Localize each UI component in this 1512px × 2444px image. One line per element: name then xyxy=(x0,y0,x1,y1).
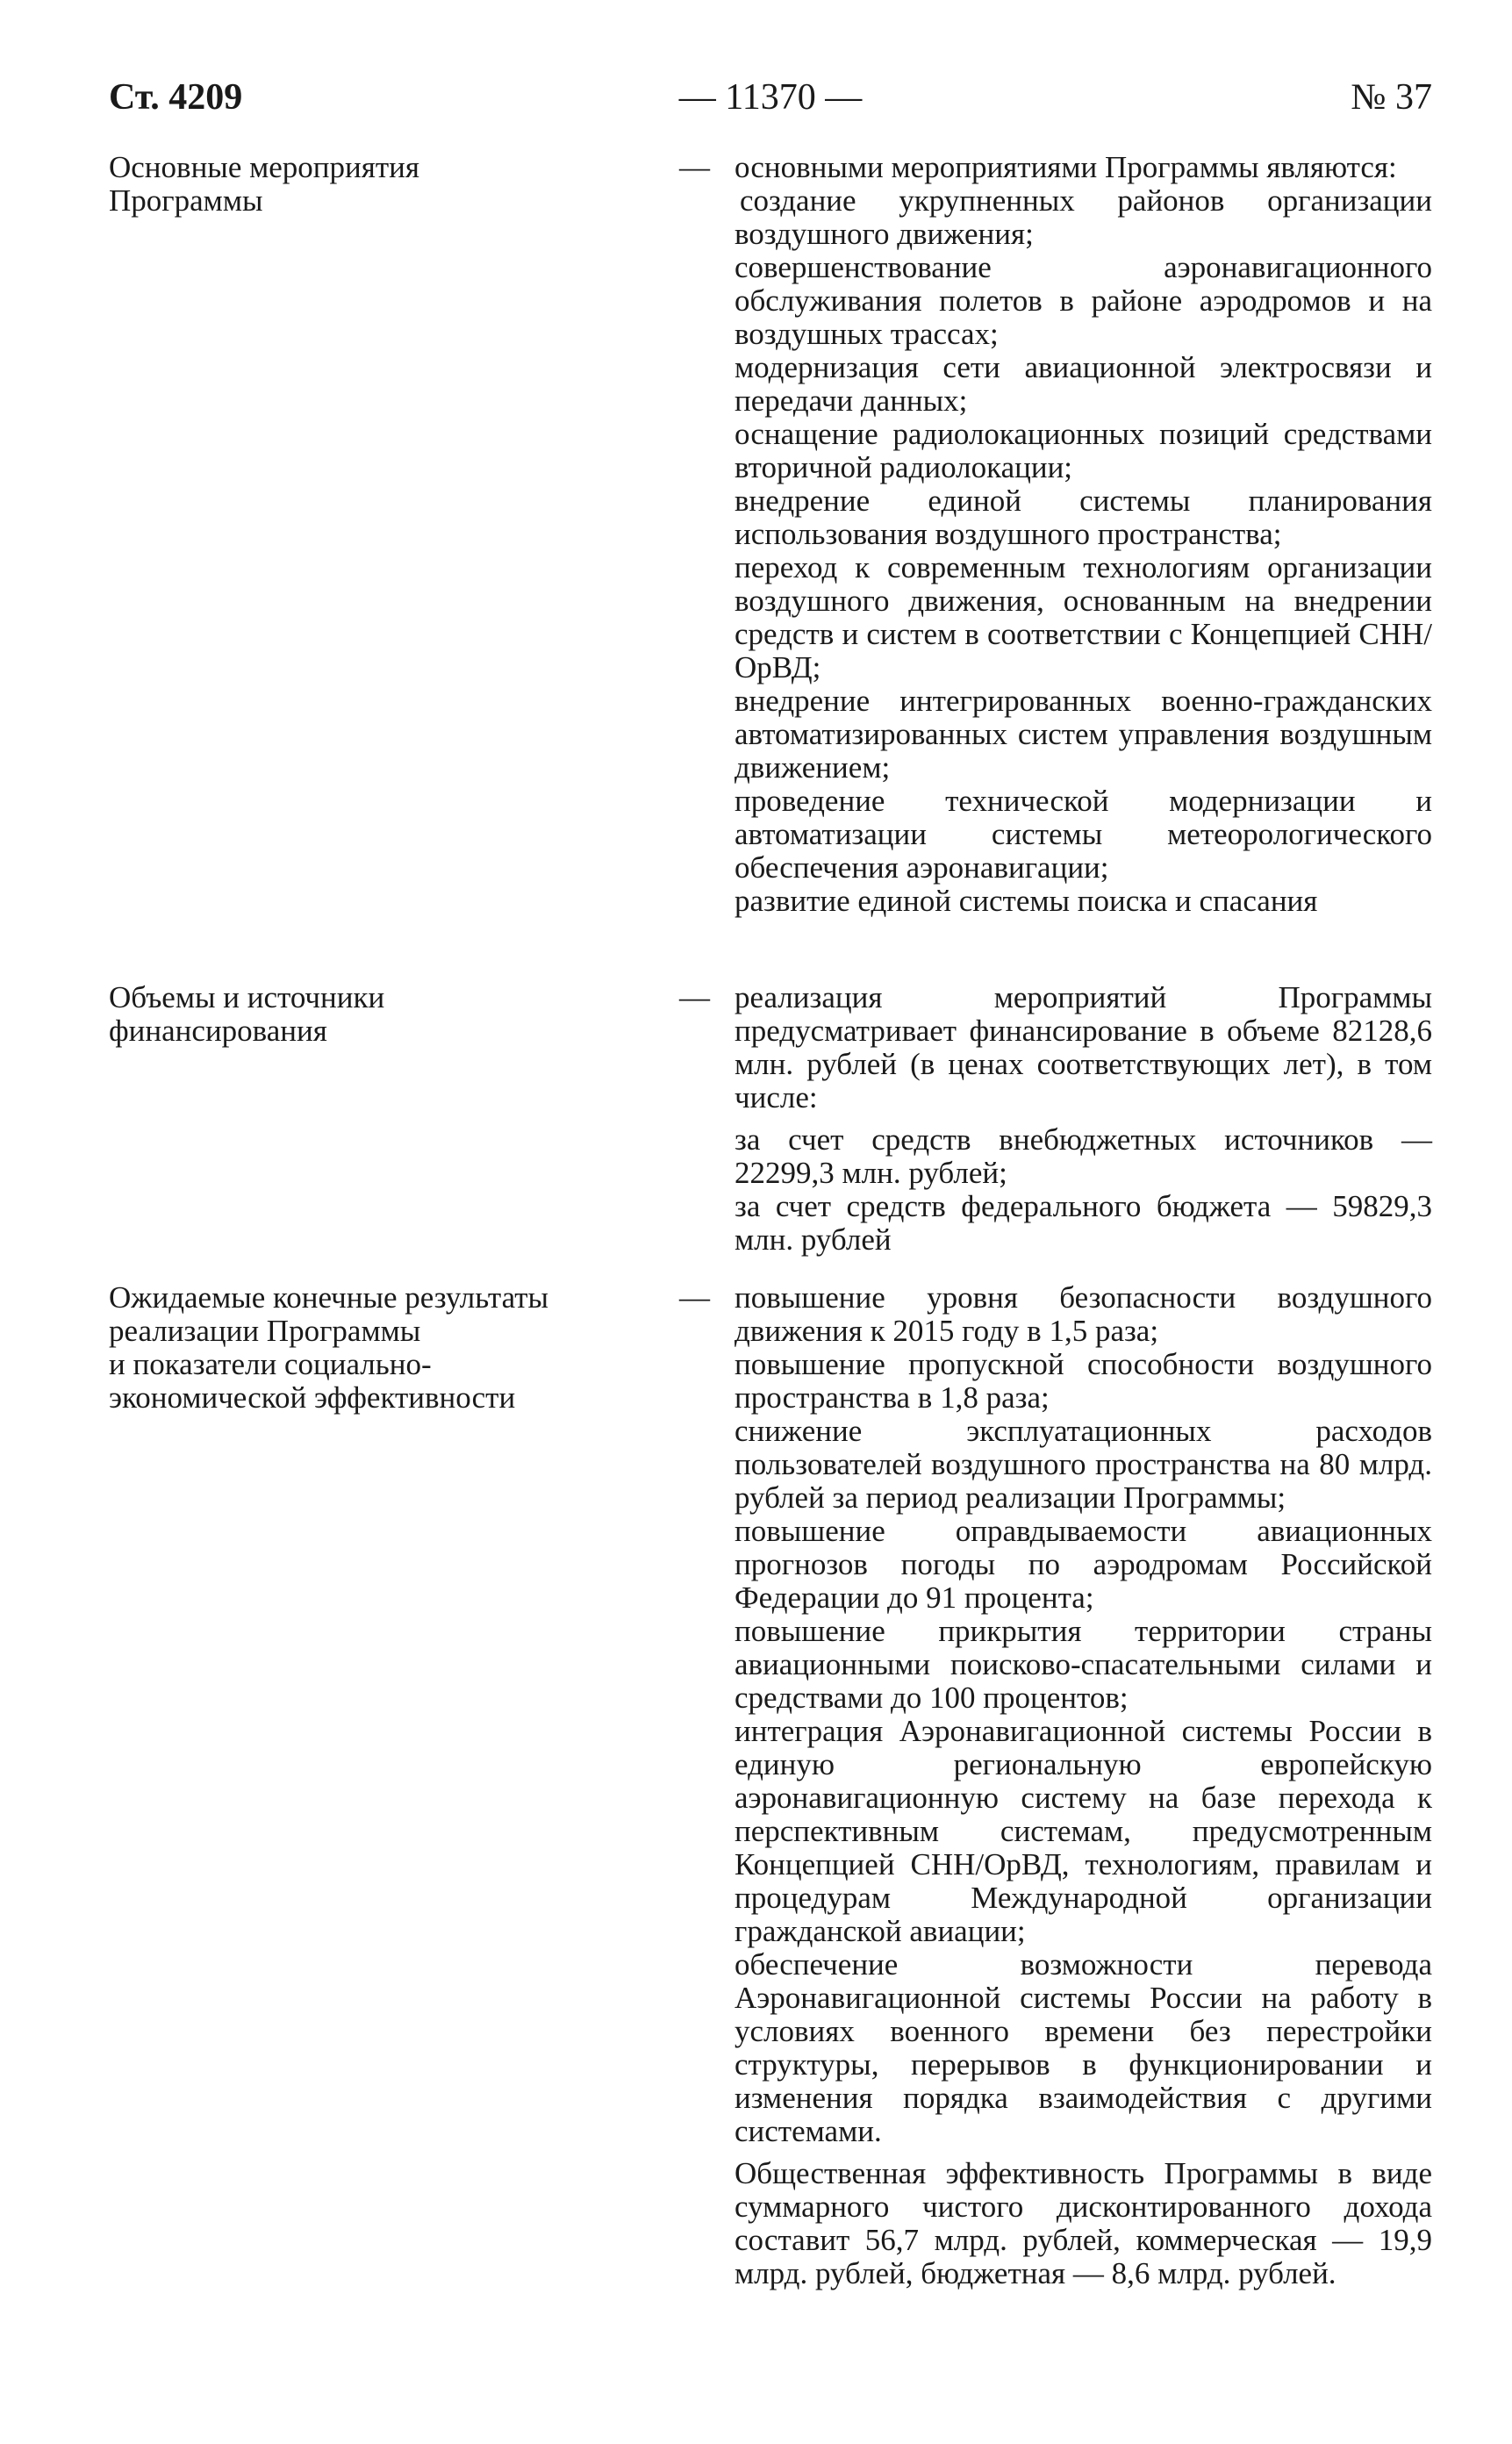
paragraph: совершенствование аэронавигационного обслуживания полетов в районе аэродромов и на воздушных трассах; xyxy=(735,250,1432,351)
label-line: Программы xyxy=(109,183,263,218)
paragraph: Общественная эффективность Программы в виде суммарного чистого дисконтированного дохода составит 56,7 млрд. рублей, коммерческая — 19,9 млрд. рублей, бюджетная — 8,6 млрд. рублей. xyxy=(735,2156,1432,2290)
label-line: реализации Программы xyxy=(109,1314,421,1348)
dash-separator: — xyxy=(679,150,710,184)
section-content xyxy=(735,151,1432,918)
paragraph: переход к современным технологиям организации воздушного движения, основанным на внедрении средств и систем в соответствии с Концепцией СНН/ОрВД; xyxy=(735,550,1432,684)
paragraph: за счет средств федерального бюджета — 59829,3 млн. рублей xyxy=(735,1189,1432,1257)
section-content xyxy=(735,1281,1432,2290)
page-header xyxy=(109,75,1432,119)
section-label xyxy=(109,1281,644,1415)
issue-number: № 37 xyxy=(1351,77,1432,118)
label-line: и показатели социально- xyxy=(109,1347,432,1381)
paragraph: интеграция Аэронавигационной системы России в единую региональную европейскую аэронавигационную систему на базе перехода к перспективным системам, предусмотренным Концепцией СНН/ОрВД, технологиям, правилам и процедурам Международной организации гражданской авиации; xyxy=(735,1714,1432,1948)
paragraph: оснащение радиолокационных позиций средствами вторичной радиолокации; xyxy=(735,417,1432,484)
paragraph: повышение пропускной способности воздушного пространства в 1,8 раза; xyxy=(735,1347,1432,1415)
paragraph: повышение прикрытия территории страны авиационными поисково-спасательными силами и средствами до 100 процентов; xyxy=(735,1614,1432,1715)
paragraph: внедрение интегрированных военно-гражданских автоматизированных систем управления воздушным движением; xyxy=(735,684,1432,785)
page-number: — 11370 — xyxy=(678,77,863,118)
paragraph: внедрение единой системы планирования использования воздушного пространства; xyxy=(735,484,1432,551)
label-line: экономической эффективности xyxy=(109,1380,516,1415)
paragraph: за счет средств внебюджетных источников — 22299,3 млн. рублей; xyxy=(735,1122,1432,1190)
paragraph: повышение уровня безопасности воздушного движения к 2015 году в 1,5 раза; xyxy=(735,1280,1432,1348)
paragraph: повышение оправдываемости авиационных прогнозов погоды по аэродромам Российской Федерации до 91 процента; xyxy=(735,1514,1432,1615)
section-label xyxy=(109,981,644,1048)
label-line: финансирования xyxy=(109,1014,327,1048)
dash-separator: — xyxy=(679,980,710,1014)
paragraph: основными мероприятиями Программы являются: xyxy=(735,150,1397,184)
paragraph: проведение технической модернизации и автоматизации системы метеорологического обеспечения аэронавигации; xyxy=(735,784,1432,885)
paragraph: снижение эксплуатационных расходов пользователей воздушного пространства на 80 млрд. рублей за период реализации Программы; xyxy=(735,1414,1432,1515)
section-label xyxy=(109,151,644,218)
article-number: Ст. 4209 xyxy=(109,77,243,118)
label-line: Основные мероприятия xyxy=(109,150,419,184)
paragraph: модернизация сети авиационной электросвязи и передачи данных; xyxy=(735,350,1432,418)
section-content xyxy=(735,981,1432,1257)
paragraph: реализация мероприятий Программы предусматривает финансирование в объеме 82128,6 млн. рублей (в ценах соответствующих лет), в том числе: xyxy=(735,980,1432,1114)
paragraph: обеспечение возможности перевода Аэронавигационной системы России на работу в условиях военного времени без перестройки структуры, перерывов в функционировании и изменения порядка взаимодействия с другими системами. xyxy=(735,1947,1432,2148)
dash-separator: — xyxy=(679,1280,710,1315)
label-line: Ожидаемые конечные результаты xyxy=(109,1280,549,1315)
paragraph: создание укрупненных районов организации воздушного движения; xyxy=(735,183,1432,251)
paragraph: развитие единой системы поиска и спасания xyxy=(735,884,1318,918)
label-line: Объемы и источники xyxy=(109,980,385,1014)
